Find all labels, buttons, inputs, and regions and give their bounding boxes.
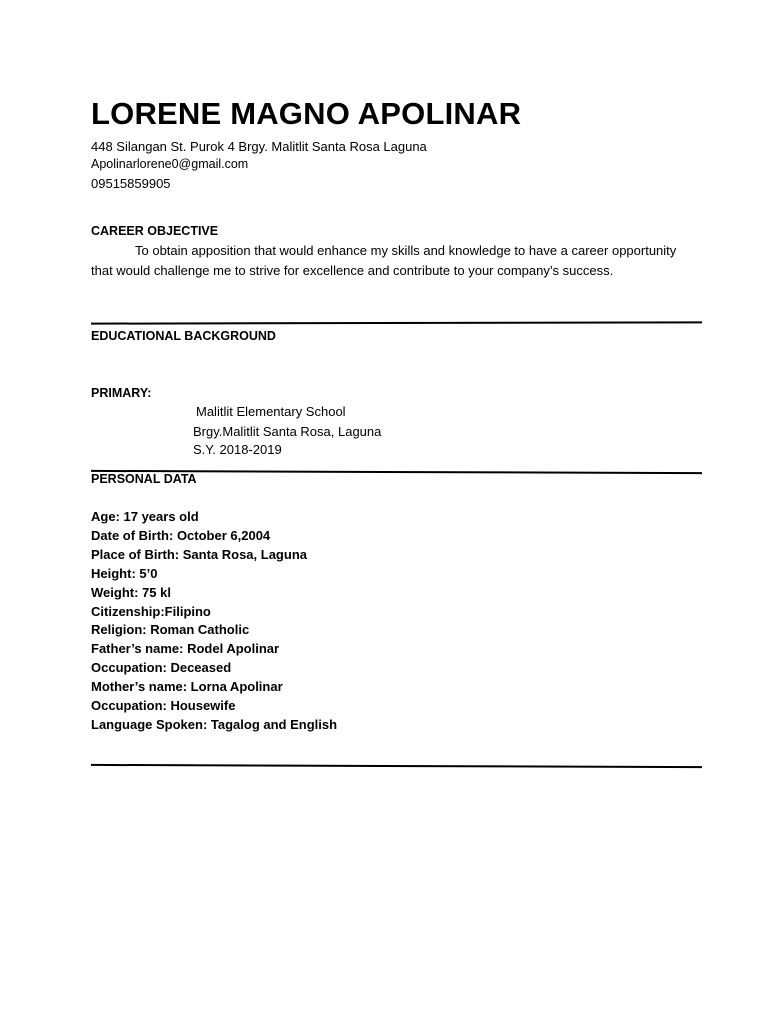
personal-data-item: Father’s name: Rodel Apolinar bbox=[91, 641, 280, 657]
education-heading: EDUCATIONAL BACKGROUND bbox=[91, 329, 276, 343]
personal-data-list bbox=[91, 508, 337, 735]
email-line: Apolinarlorene0@gmail.com bbox=[91, 157, 249, 171]
career-objective-text: To obtain apposition that would enhance my skills and knowledge to have a career opportunity that would challenge me to strive for excellence and contribute to your company’s success. bbox=[91, 243, 677, 278]
personal-data-heading: PERSONAL DATA bbox=[91, 472, 197, 486]
personal-data-item: Occupation: Housewife bbox=[91, 698, 236, 714]
phone-line: 09515859905 bbox=[91, 176, 171, 191]
personal-data-item: Citizenship:Filipino bbox=[91, 603, 211, 619]
personal-data-item: Mother’s name: Lorna Apolinar bbox=[91, 679, 283, 695]
school-location: Brgy.Malitlit Santa Rosa, Laguna bbox=[193, 424, 382, 439]
address-line: 448 Silangan St. Purok 4 Brgy. Malitlit Santa Rosa Laguna bbox=[91, 139, 427, 154]
school-year: S.Y. 2018-2019 bbox=[193, 442, 282, 457]
school-name: Malitlit Elementary School bbox=[196, 404, 346, 419]
personal-data-item: Language Spoken: Tagalog and English bbox=[91, 716, 338, 732]
personal-data-item: Weight: 75 kl bbox=[91, 584, 171, 600]
section-divider bbox=[91, 764, 702, 768]
career-objective-heading: CAREER OBJECTIVE bbox=[91, 224, 219, 238]
applicant-name: LORENE MAGNO APOLINAR bbox=[91, 96, 522, 131]
personal-data-item: Religion: Roman Catholic bbox=[91, 622, 250, 638]
personal-data-item: Age: 17 years old bbox=[91, 509, 199, 524]
personal-data-item: Height: 5’0 bbox=[91, 565, 158, 581]
primary-label: PRIMARY: bbox=[91, 386, 152, 400]
personal-data-item: Date of Birth: October 6,2004 bbox=[91, 527, 271, 543]
personal-data-item: Occupation: Deceased bbox=[91, 660, 232, 676]
section-divider bbox=[91, 321, 702, 324]
personal-data-item: Place of Birth: Santa Rosa, Laguna bbox=[91, 546, 307, 562]
